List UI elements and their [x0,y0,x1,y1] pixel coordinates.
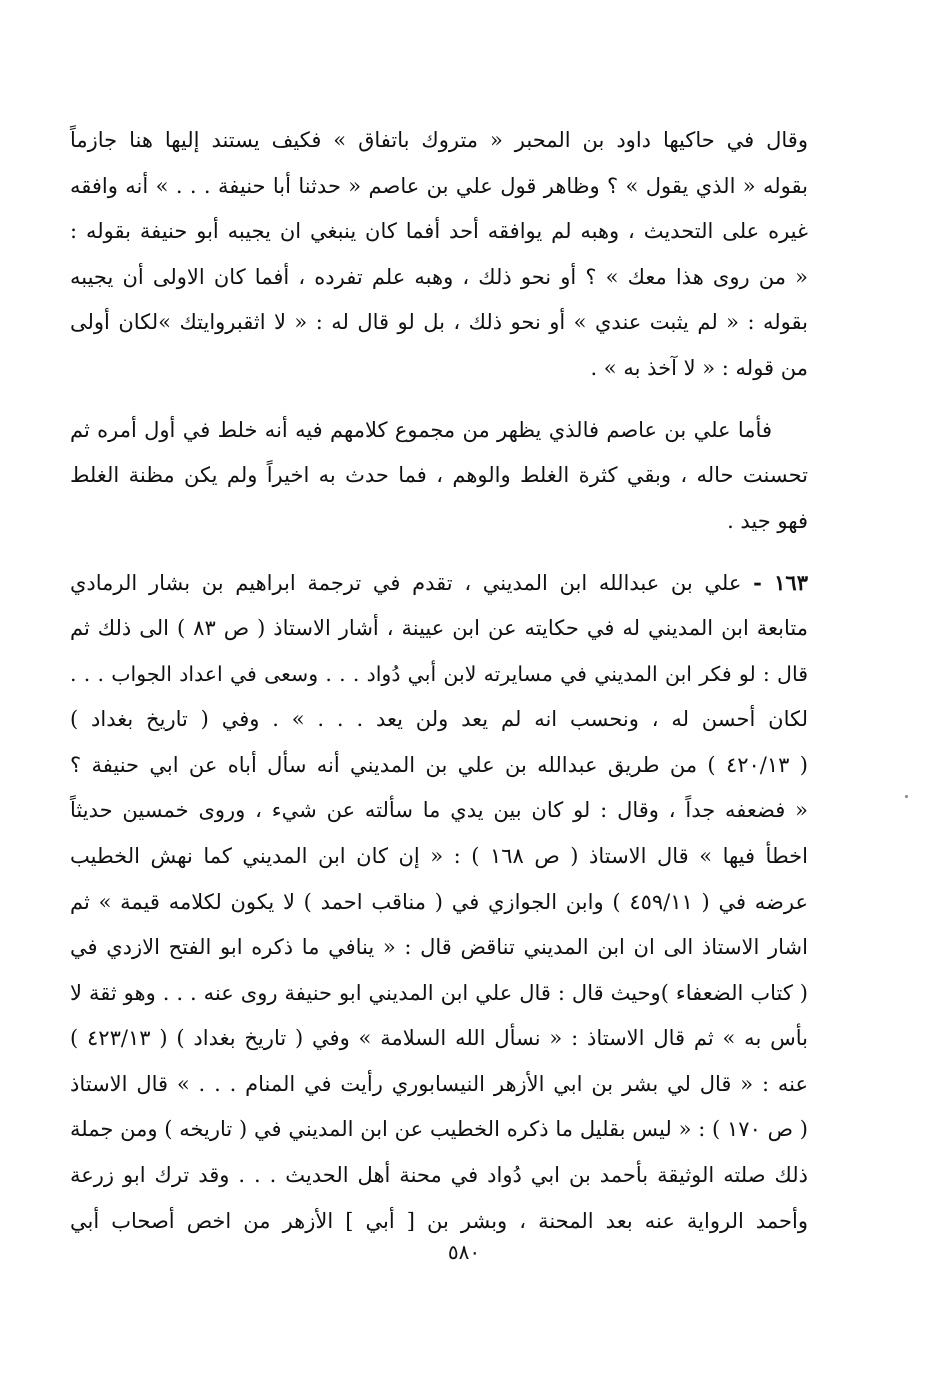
scan-speck [905,795,908,798]
entry-heading-text: علي بن عبدالله ابن المديني ، تقدم في ترجمة ابراهيم بن بشار الرمادي [70,571,742,596]
text-line: « من روى هذا معك » ؟ أو نحو ذلك ، وهبه علم تفرده ، أفما كان الاولى أن يجيبه [70,264,808,289]
text-line: من قوله : « لا آخذ به » . [590,355,808,380]
text-line: ( ص ١٧٠ ) : « ليس بقليل ما ذكره الخطيب عن ابن المديني في ( تاريخه ) ومن جملة [70,1117,808,1142]
text-line: عرضه في ( ٤٥٩/١١ ) وابن الجوازي في ( مناقب احمد ) لا يكون لكلامه قيمة » ثم [70,889,808,914]
text-line: وقال في حاكيها داود بن المحبر « متروك باتفاق » فكيف يستند إليها هنا جازماً [70,128,808,152]
text-line: ( ٤٢٠/١٣ ) من طريق عبدالله بن علي بن المديني أنه سأل أباه عن ابي حنيفة ؟ [70,752,808,777]
paragraph-1 [70,118,808,392]
text-line: فهو جيد . [727,508,808,533]
text-line: ( كتاب الضعفاء )وحيث قال : قال علي ابن المديني ابو حنيفة روى عنه . . . وهو ثقة لا [70,980,808,1005]
text-line: اشار الاستاذ الى ان ابن المديني تناقض قال : « ينافي ما ذكره ابو الفتح الازدي في [70,935,808,960]
text-line: تحسنت حاله ، وبقي كثرة الغلط والوهم ، فما حدث به اخيراً ولم يكن مظنة الغلط [70,463,808,488]
text-line: « فضعفه جداً ، وقال : لو كان بين يدي ما سألته عن شيء ، وروى خمسين حديثاً [70,798,808,823]
page-number: ٥٨٠ [447,1240,481,1264]
text-line: فأما علي بن عاصم فالذي يظهر من مجموع كلامهم فيه أنه خلط في أول أمره ثم [70,417,772,442]
text-line: لكان أحسن له ، ونحسب انه لم يعد ولن يعد . . . » . وفي ( تاريخ بغداد ) [70,707,808,732]
text-line: ذلك صلته الوثيقة بأحمد بن ابي دُواد في محنة أهل الحديث . . . وقد ترك ابو زرعة [70,1163,808,1188]
text-line: وأحمد الرواية عنه بعد المحنة ، وبشر بن [ أبي ] الأزهر من اخص أصحاب أبي [70,1208,808,1233]
page-body [70,118,808,1244]
text-line: متابعة ابن المديني له في حكايته عن ابن عيينة ، أشار الاستاذ ( ص ٨٣ ) الى ذلك ثم [70,615,808,640]
text-line: اخطأ فيها » قال الاستاذ ( ص ١٦٨ ) : « إن كان ابن المديني كما نهش الخطيب [70,843,808,868]
entry-heading-line [70,560,808,606]
text-line: عنه : « قال لي بشر بن ابي الأزهر النيسابوري رأيت في المنام . . . » قال الاستاذ [70,1071,808,1096]
paragraph-2 [70,408,808,545]
text-line: بقوله : « لم يثبت عندي » أو نحو ذلك ، بل لو قال له : « لا اثقبروايتك »لكان أولى [70,310,808,335]
text-line: قال : لو فكر ابن المديني في مسايرته لابن أبي دُواد . . . وسعى في اعداد الجواب . . . [70,661,808,686]
text-line: غيره على التحديث ، وهبه لم يوافقه أحد أفما كان ينبغي ان يجيبه أبو حنيفة بقوله : [70,219,808,244]
text-line: بقوله « الذي يقول » ؟ وظاهر قول علي بن عاصم « حدثنا أبا حنيفة . . . » أنه وافقه [70,173,808,198]
text-line: بأس به » ثم قال الاستاذ : « نسأل الله السلامة » وفي ( تاريخ بغداد ) ( ٤٢٣/١٣ ) [70,1026,808,1051]
entry-number: ١٦٣ - [753,570,808,596]
entry-163 [70,560,808,1244]
